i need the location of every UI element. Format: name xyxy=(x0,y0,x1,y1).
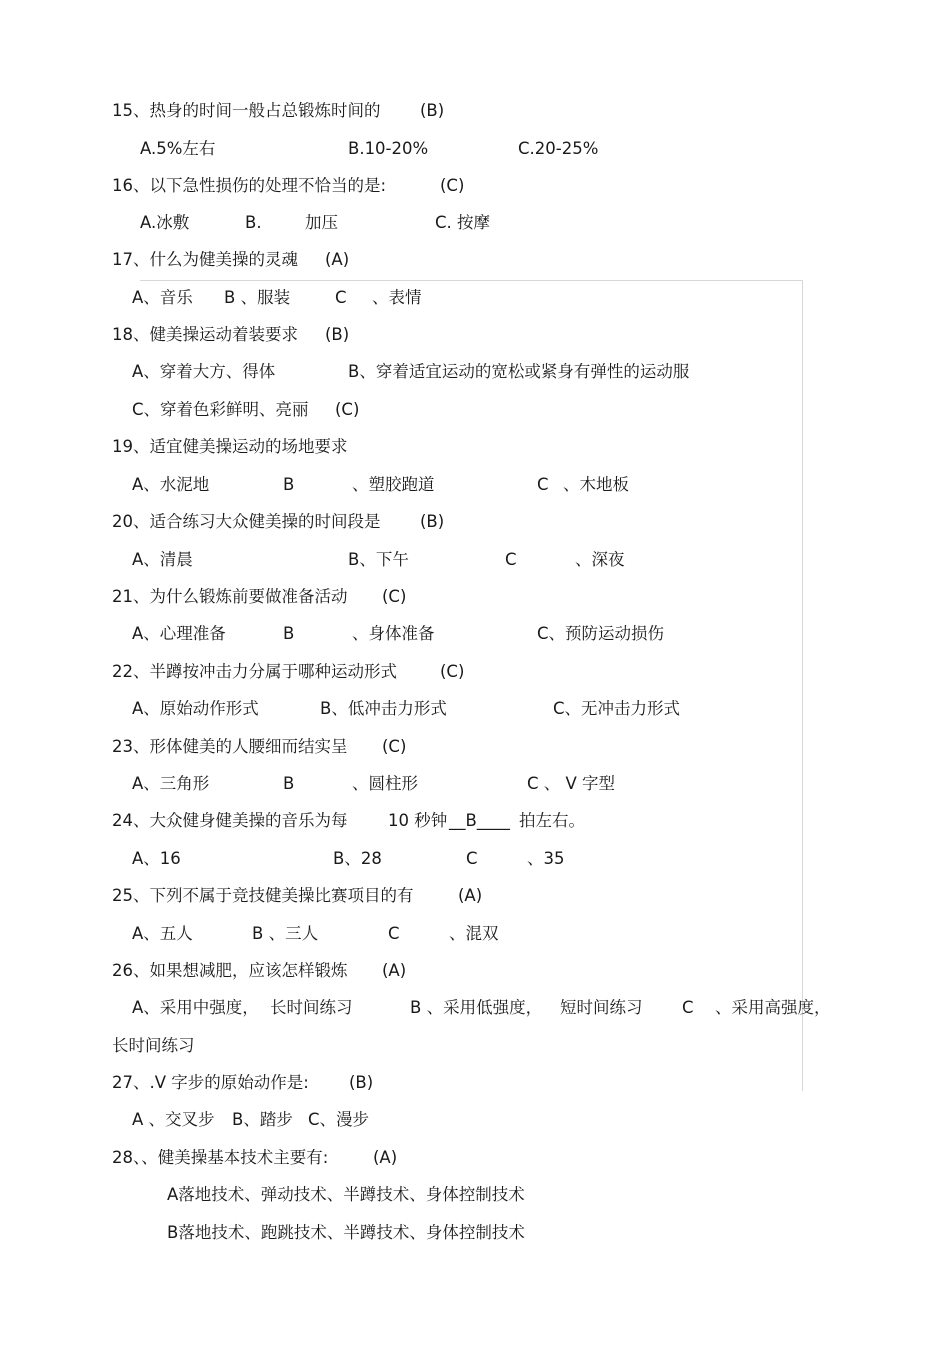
q16-part-2: (C) xyxy=(440,176,465,195)
q27-options-part-2: B、踏步 xyxy=(232,1110,293,1129)
q22-options-part-1: A、原始动作形式 xyxy=(132,699,259,718)
q16-options-part-2: B. xyxy=(245,213,262,232)
q24-options-part-3: C xyxy=(466,849,478,868)
q25-options-part-4: 、混双 xyxy=(449,924,499,943)
q19-options-part-2: B xyxy=(283,475,295,494)
q20-options-part-3: C xyxy=(505,550,517,569)
q26-part-1: 26、如果想减肥，应该怎样锻炼 xyxy=(112,961,348,980)
q16-options-part-1: A.冰敷 xyxy=(140,213,190,232)
q15-options-part-3: C.20-25% xyxy=(518,139,599,158)
q28-option-a: A落地技术、弹动技术、半蹲技术、身体控制技术 xyxy=(167,1185,525,1204)
q20-options-part-2: B、下午 xyxy=(348,550,409,569)
q17-options-part-4: 、表情 xyxy=(372,288,422,307)
q17-options-part-2: B 、服装 xyxy=(224,288,291,307)
q23-part-2: (C) xyxy=(382,737,407,756)
q27-options-part-3: C、漫步 xyxy=(308,1110,370,1129)
q26-part-2: (A) xyxy=(382,961,407,980)
q22-options-part-2: B、低冲击力形式 xyxy=(320,699,447,718)
q26-options-1-part-3: B 、采用低强度， xyxy=(410,998,543,1017)
q18-options-1-part-1: A、穿着大方、得体 xyxy=(132,362,276,381)
q26-options-1-part-5: C xyxy=(682,998,694,1017)
q23-options-part-4: C 、 V 字型 xyxy=(527,774,616,793)
q20-part-2: (B) xyxy=(420,512,445,531)
q25-options-part-2: B 、三人 xyxy=(252,924,319,943)
q18-options-2-part-2: (C) xyxy=(335,400,360,419)
q20-options-part-1: A、清晨 xyxy=(132,550,193,569)
q21-options-part-1: A、心理准备 xyxy=(132,624,226,643)
q20-options-part-4: 、深夜 xyxy=(575,550,625,569)
q20-part-1: 20、适合练习大众健美操的时间段是 xyxy=(112,512,381,531)
q18-options-2-part-1: C、穿着色彩鲜明、亮丽 xyxy=(132,400,309,419)
q22-part-2: (C) xyxy=(440,662,465,681)
q17-options-part-3: C xyxy=(335,288,347,307)
q26-options-2: 长时间练习 xyxy=(112,1036,195,1055)
q16-options-part-3: 加压 xyxy=(305,213,338,232)
q18-options-1-part-2: B、穿着适宜运动的宽松或紧身有弹性的运动服 xyxy=(348,362,690,381)
q22-part-1: 22、半蹲按冲击力分属于哪种运动形式 xyxy=(112,662,397,681)
q26-options-1-part-6: 、采用高强度， xyxy=(715,998,831,1017)
q15-options-part-2: B.10-20% xyxy=(348,139,429,158)
q15-options-part-1: A.5%左右 xyxy=(140,139,216,158)
q24-part-4: 拍左右。 xyxy=(519,811,585,830)
q21-options-part-3: 、身体准备 xyxy=(352,624,435,643)
q25-part-2: (A) xyxy=(458,886,483,905)
q25-options-part-3: C xyxy=(388,924,400,943)
q21-part-1: 21、为什么锻炼前要做准备活动 xyxy=(112,587,348,606)
q27-part-1: 27、.V 字步的原始动作是: xyxy=(112,1073,309,1092)
q17-part-1: 17、什么为健美操的灵魂 xyxy=(112,250,298,269)
q18-part-1: 18、健美操运动着装要求 xyxy=(112,325,298,344)
q23-part-1: 23、形体健美的人腰细而结实呈 xyxy=(112,737,348,756)
q19-options-part-3: 、塑胶跑道 xyxy=(352,475,435,494)
q24-part-2: 10 秒钟 xyxy=(388,811,448,830)
q15-part-1: 15、热身的时间一般占总锻炼时间的 xyxy=(112,101,381,120)
q16-part-1: 16、以下急性损伤的处理不恰当的是: xyxy=(112,176,387,195)
q19: 19、适宜健美操运动的场地要求 xyxy=(112,437,348,456)
q23-options-part-2: B xyxy=(283,774,295,793)
q23-options-part-3: 、圆柱形 xyxy=(352,774,418,793)
q24-options-part-1: A、16 xyxy=(132,849,181,868)
q25-options-part-1: A、五人 xyxy=(132,924,193,943)
q16-options-part-4: C. 按摩 xyxy=(435,213,491,232)
q28-option-b: B落地技术、跑跳技术、半蹲技术、身体控制技术 xyxy=(167,1223,525,1242)
q26-options-1-part-1: A、采用中强度， xyxy=(132,998,259,1017)
q24-part-3: __B____ xyxy=(449,811,510,830)
q27-part-2: (B) xyxy=(349,1073,374,1092)
q17-part-2: (A) xyxy=(325,250,350,269)
q23-options-part-1: A、三角形 xyxy=(132,774,210,793)
q21-options-part-4: C、预防运动损伤 xyxy=(537,624,665,643)
q19-options-part-1: A、水泥地 xyxy=(132,475,210,494)
q24-part-1: 24、大众健身健美操的音乐为每 xyxy=(112,811,348,830)
q22-options-part-3: C、无冲击力形式 xyxy=(553,699,681,718)
q19-options-part-4: C xyxy=(537,475,549,494)
q24-options-part-2: B、28 xyxy=(333,849,382,868)
q26-options-1-part-2: 长时间练习 xyxy=(270,998,353,1017)
q24-options-part-4: 、35 xyxy=(527,849,565,868)
q21-options-part-2: B xyxy=(283,624,295,643)
q21-part-2: (C) xyxy=(382,587,407,606)
q15-part-2: (B) xyxy=(420,101,445,120)
q27-options-part-1: A 、交叉步 xyxy=(132,1110,215,1129)
q25-part-1: 25、下列不属于竞技健美操比赛项目的有 xyxy=(112,886,414,905)
q19-options-part-5: 、木地板 xyxy=(563,475,629,494)
q18-part-2: (B) xyxy=(325,325,350,344)
q28-part-1: 28、、健美操基本技术主要有: xyxy=(112,1148,329,1167)
q26-options-1-part-4: 短时间练习 xyxy=(560,998,643,1017)
q17-options-part-1: A、音乐 xyxy=(132,288,193,307)
q28-part-2: (A) xyxy=(373,1148,398,1167)
